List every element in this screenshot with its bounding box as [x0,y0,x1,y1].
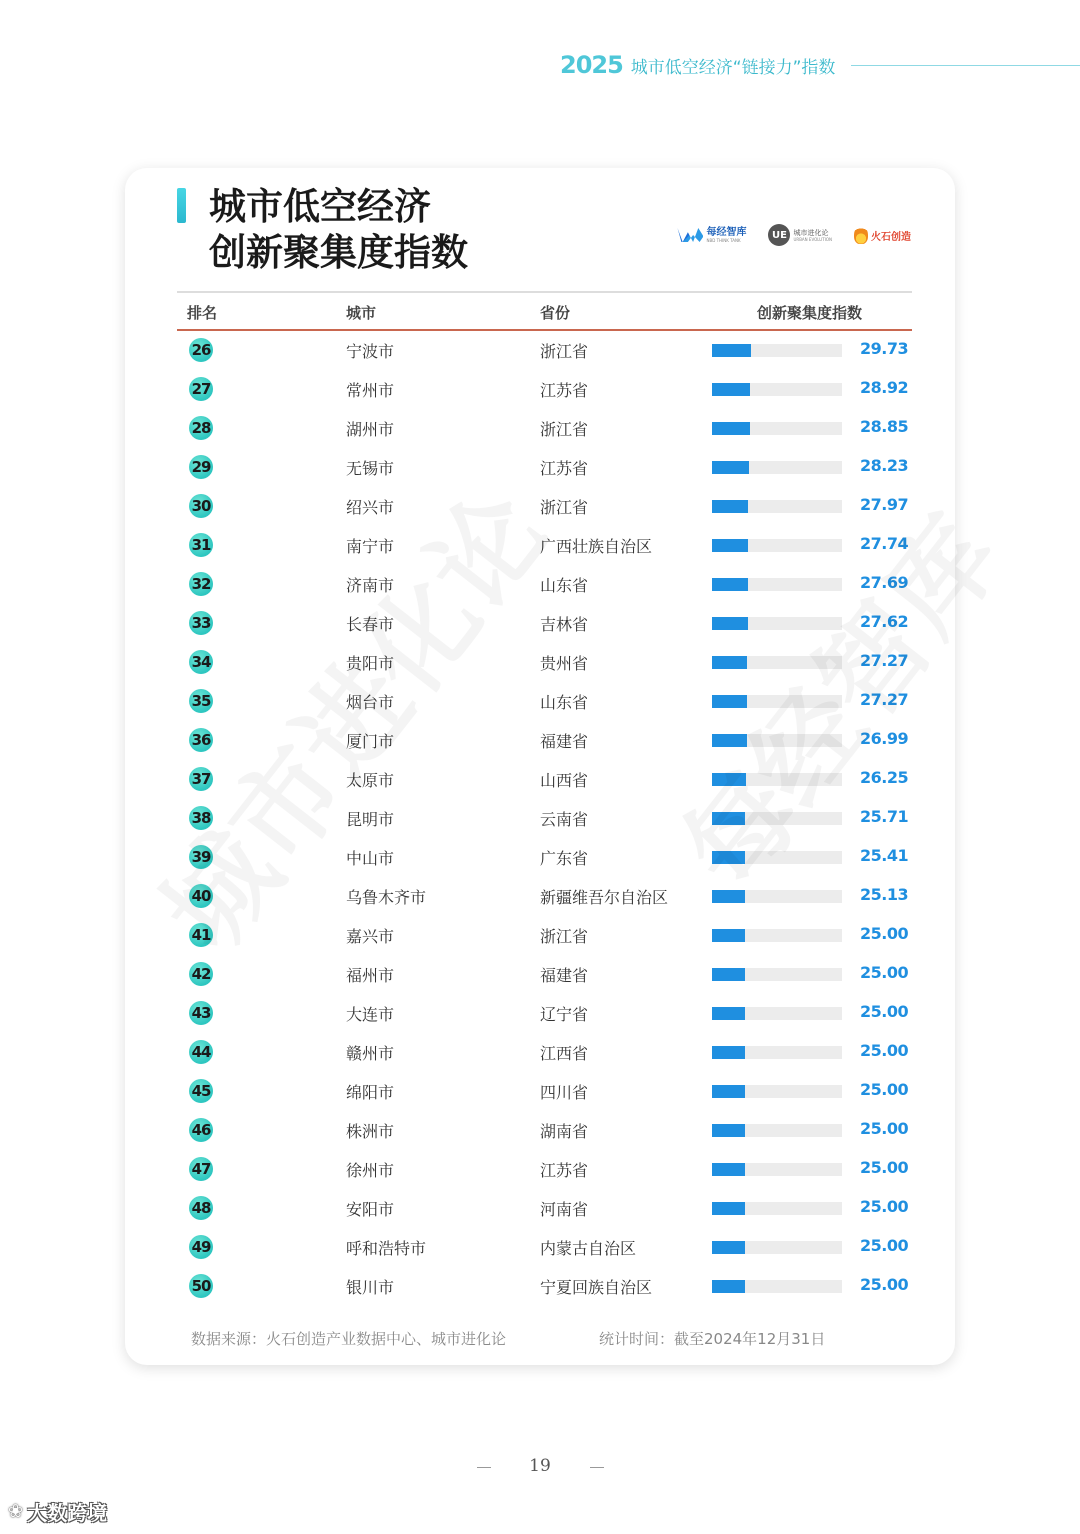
city-cell: 福州市 [346,966,395,985]
index-bar-track [712,851,842,864]
index-bar-track [712,929,842,942]
index-bar-track [712,812,842,825]
index-bar [712,968,745,981]
table-row [177,916,912,955]
city-cell: 嘉兴市 [346,927,395,946]
index-bar-track [712,344,842,357]
index-bar-track [712,695,842,708]
page-number: 19 [529,1456,551,1476]
table-row [177,448,912,487]
index-bar-track [712,1280,842,1293]
table-row [177,760,912,799]
index-bar-track [712,539,842,552]
province-cell: 广西壮族自治区 [540,537,653,556]
index-value: 28.85 [860,417,909,436]
table-row [177,1189,912,1228]
city-cell: 绍兴市 [346,498,395,517]
rank-badge: 26 [189,338,213,362]
table-row [177,565,912,604]
index-bar [712,500,748,513]
city-cell: 长春市 [346,615,395,634]
data-source: 数据来源：火石创造产业数据中心、城市进化论 [191,1330,507,1348]
index-bar-track [712,1241,842,1254]
province-cell: 河南省 [540,1200,589,1219]
index-value: 27.62 [860,612,909,631]
rank-badge: 33 [189,611,213,635]
index-value: 25.00 [860,1275,909,1294]
rank-badge: 34 [189,650,213,674]
index-value: 25.41 [860,846,909,865]
index-bar [712,1085,745,1098]
table-row [177,643,912,682]
index-value: 29.73 [860,339,909,358]
rank-badge: 49 [189,1235,213,1259]
table-row [177,877,912,916]
rank-badge: 36 [189,728,213,752]
rank-badge: 37 [189,767,213,791]
index-value: 28.92 [860,378,909,397]
index-bar [712,1280,745,1293]
index-bar [712,851,745,864]
header-year: 2025 [560,51,623,79]
city-cell: 株洲市 [346,1122,395,1141]
index-bar [712,695,747,708]
index-bar-track [712,1124,842,1137]
index-bar [712,539,748,552]
index-bar-track [712,656,842,669]
rank-badge: 44 [189,1040,213,1064]
rank-badge: 47 [189,1157,213,1181]
partner-logos [677,224,911,246]
table-row [177,1033,912,1072]
rank-badge: 41 [189,923,213,947]
index-bar [712,461,749,474]
index-value: 27.69 [860,573,909,592]
city-cell: 烟台市 [346,693,395,712]
province-cell: 浙江省 [540,498,589,517]
col-index-header: 创新聚集度指数 [757,304,863,322]
index-bar [712,1007,745,1020]
stat-time: 统计时间：截至2024年12月31日 [599,1330,826,1348]
index-bar [712,1124,745,1137]
rank-badge: 28 [189,416,213,440]
city-cell: 宁波市 [346,342,395,361]
table-row [177,409,912,448]
index-bar [712,929,745,942]
ue-logo-subtext: URBAN EVOLUTION [793,236,832,242]
province-cell: 山西省 [540,771,589,790]
table-row [177,799,912,838]
index-value: 25.00 [860,1158,909,1177]
index-bar-track [712,1007,842,1020]
ue-logo-icon: UE [768,224,790,246]
rank-badge: 40 [189,884,213,908]
rank-badge: 38 [189,806,213,830]
table-row [177,331,912,370]
city-cell: 常州市 [346,381,395,400]
rank-badge: 50 [189,1274,213,1298]
card-title-line2: 创新聚集度指数 [209,231,468,274]
rank-badge: 43 [189,1001,213,1025]
index-bar-track [712,734,842,747]
table-row [177,1150,912,1189]
province-cell: 浙江省 [540,420,589,439]
title-accent-bar [177,188,186,223]
index-value: 27.27 [860,651,909,670]
province-cell: 宁夏回族自治区 [540,1278,653,1297]
col-province-header: 省份 [540,304,571,322]
table-body [177,331,912,1306]
index-bar [712,1241,745,1254]
province-cell: 内蒙古自治区 [540,1239,637,1258]
table-row [177,604,912,643]
index-value: 25.00 [860,1197,909,1216]
rank-badge: 48 [189,1196,213,1220]
province-cell: 山东省 [540,693,589,712]
rank-badge: 30 [189,494,213,518]
city-cell: 徐州市 [346,1161,395,1180]
index-bar-track [712,500,842,513]
rank-badge: 45 [189,1079,213,1103]
index-bar [712,1163,745,1176]
city-cell: 赣州市 [346,1044,395,1063]
table-row [177,955,912,994]
city-cell: 昆明市 [346,810,395,829]
index-value: 26.99 [860,729,909,748]
city-cell: 湖州市 [346,420,395,439]
index-value: 25.00 [860,1080,909,1099]
brand-icon: ❀ [8,1501,24,1522]
rank-badge: 32 [189,572,213,596]
index-value: 25.00 [860,1002,909,1021]
nbd-logo-subtext: NBD THINK TANK [706,238,741,243]
city-cell: 无锡市 [346,459,395,478]
nbd-logo-text: 每经智库 [706,227,747,238]
index-bar-track [712,578,842,591]
city-cell: 中山市 [346,849,395,868]
province-cell: 山东省 [540,576,589,595]
province-cell: 贵州省 [540,654,589,673]
city-cell: 银川市 [346,1278,395,1297]
province-cell: 云南省 [540,810,589,829]
province-cell: 辽宁省 [540,1005,589,1024]
rank-badge: 42 [189,962,213,986]
city-cell: 绵阳市 [346,1083,395,1102]
page-header [560,48,1080,82]
table-row [177,1267,912,1306]
province-cell: 江苏省 [540,1161,589,1180]
index-value: 28.23 [860,456,909,475]
province-cell: 浙江省 [540,927,589,946]
nbd-logo [677,226,746,244]
province-cell: 浙江省 [540,342,589,361]
index-bar-track [712,617,842,630]
page-number-dash-right [590,1467,604,1468]
city-cell: 大连市 [346,1005,395,1024]
index-bar-track [712,1163,842,1176]
nbd-logo-icon [677,226,703,244]
province-cell: 福建省 [540,732,589,751]
index-value: 25.13 [860,885,909,904]
table-row [177,1228,912,1267]
index-bar [712,1202,745,1215]
city-cell: 济南市 [346,576,395,595]
index-bar [712,656,747,669]
index-bar [712,890,745,903]
rank-badge: 35 [189,689,213,713]
rank-badge: 31 [189,533,213,557]
index-bar-track [712,1085,842,1098]
index-value: 27.97 [860,495,909,514]
index-bar-track [712,890,842,903]
index-bar [712,344,751,357]
table-row [177,1072,912,1111]
index-bar-track [712,773,842,786]
index-bar-track [712,461,842,474]
index-bar-track [712,383,842,396]
ue-logo [768,224,832,246]
city-cell: 贵阳市 [346,654,395,673]
header-title: 城市低空经济“链接力”指数 [630,57,836,78]
province-cell: 湖南省 [540,1122,589,1141]
index-value: 25.00 [860,924,909,943]
rank-badge: 27 [189,377,213,401]
index-value: 25.71 [860,807,909,826]
index-value: 27.27 [860,690,909,709]
index-bar [712,812,745,825]
index-bar [712,578,748,591]
col-city-header: 城市 [346,304,377,322]
province-cell: 福建省 [540,966,589,985]
index-bar [712,617,748,630]
card-title-line1: 城市低空经济 [209,185,431,228]
table-row [177,487,912,526]
table-row [177,838,912,877]
table-row [177,1111,912,1150]
index-value: 27.74 [860,534,909,553]
city-cell: 呼和浩特市 [346,1239,427,1258]
city-cell: 乌鲁木齐市 [346,888,427,907]
table-row [177,994,912,1033]
hs-logo-text: 火石创造 [871,231,911,243]
province-cell: 新疆维吾尔自治区 [540,888,669,907]
index-bar [712,422,750,435]
index-value: 26.25 [860,768,909,787]
city-cell: 厦门市 [346,732,395,751]
index-value: 25.00 [860,1041,909,1060]
province-cell: 吉林省 [540,615,589,634]
brand-watermark [8,1497,107,1526]
index-value: 25.00 [860,1119,909,1138]
hs-logo [854,226,911,244]
province-cell: 四川省 [540,1083,589,1102]
index-card [125,168,955,1365]
index-bar-track [712,1202,842,1215]
index-bar [712,773,746,786]
rank-badge: 29 [189,455,213,479]
index-bar-track [712,422,842,435]
table-row [177,682,912,721]
header-rule [851,65,1080,66]
index-bar [712,734,747,747]
table-row [177,721,912,760]
card-title [209,184,468,276]
index-bar [712,1046,745,1059]
city-cell: 安阳市 [346,1200,395,1219]
province-cell: 江西省 [540,1044,589,1063]
brand-text: 大数跨境 [27,1501,108,1525]
col-rank-header: 排名 [187,304,218,322]
index-bar [712,383,750,396]
index-bar-track [712,968,842,981]
rank-badge: 46 [189,1118,213,1142]
province-cell: 江苏省 [540,459,589,478]
city-cell: 南宁市 [346,537,395,556]
index-bar-track [712,1046,842,1059]
fire-icon [854,226,868,244]
index-value: 25.00 [860,963,909,982]
table-header [177,291,912,331]
province-cell: 江苏省 [540,381,589,400]
index-value: 25.00 [860,1236,909,1255]
province-cell: 广东省 [540,849,589,868]
table-row [177,370,912,409]
table-row [177,526,912,565]
city-cell: 太原市 [346,771,395,790]
ue-logo-text: 城市进化论 [793,228,829,237]
rank-badge: 39 [189,845,213,869]
